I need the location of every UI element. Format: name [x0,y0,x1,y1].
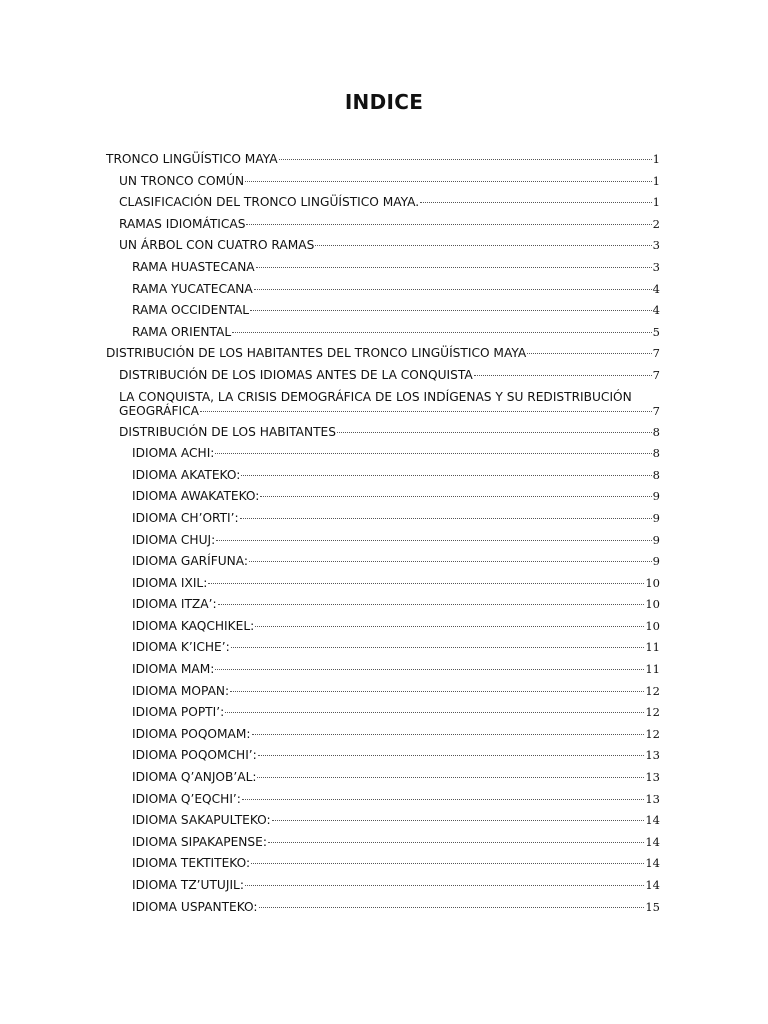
toc-entry-page: 9 [652,554,660,569]
toc-entry-page: 9 [652,489,660,504]
toc-entry-page: 1 [652,173,660,188]
table-of-contents [106,152,660,921]
toc-entry[interactable] [106,576,660,598]
toc-entry-text: RAMA ORIENTAL [132,324,232,339]
toc-entry[interactable] [106,619,660,641]
toc-entry-text: DISTRIBUCIÓN DE LOS HABITANTES [119,424,336,439]
toc-entry-page: 1 [652,195,660,210]
toc-entry[interactable] [106,325,660,347]
toc-entry-page: 10 [645,618,660,633]
dot-leader [200,411,652,412]
toc-entry[interactable] [106,446,660,468]
dot-leader [208,583,644,584]
dot-leader [252,734,645,735]
dot-leader [254,289,652,290]
toc-entry-page: 12 [645,705,660,720]
toc-entry[interactable] [106,878,660,900]
toc-entry-text: IDIOMA SIPAKAPENSE: [132,834,267,849]
toc-entry-page: 14 [645,878,660,892]
dot-leader [215,669,644,670]
toc-entry-page: 10 [645,575,660,590]
toc-entry[interactable] [106,900,660,922]
toc-entry-page: 14 [645,856,660,871]
toc-entry-page: 7 [652,367,660,382]
dot-leader [420,202,652,203]
toc-entry-page: 9 [652,532,660,547]
toc-entry[interactable] [106,489,660,511]
toc-entry-page: 11 [645,662,660,677]
toc-entry[interactable] [106,705,660,727]
toc-entry-text: RAMA HUASTECANA [132,259,255,274]
dot-leader [258,755,645,756]
toc-entry-page: 8 [652,446,660,461]
dot-leader [245,181,652,182]
toc-entry[interactable] [106,748,660,770]
toc-entry[interactable] [106,174,660,196]
toc-entry[interactable] [106,282,660,304]
toc-entry-page: 7 [652,346,660,361]
toc-entry[interactable] [106,468,660,490]
toc-entry-text: LA CONQUISTA, LA CRISIS DEMOGRÁFICA DE LOS INDÍGENAS Y SU REDISTRIBUCIÓN [119,389,632,404]
dot-leader [225,712,644,713]
dot-leader [474,375,652,376]
dot-leader [232,332,652,333]
toc-entry-page: 9 [652,510,660,525]
toc-entry-page: 5 [652,324,660,339]
dot-leader [245,885,644,886]
toc-entry-text: IDIOMA MAM: [132,662,215,677]
dot-leader [240,518,652,519]
toc-entry[interactable] [106,856,660,878]
dot-leader [279,159,652,160]
toc-entry[interactable] [106,152,660,174]
toc-entry[interactable] [106,684,660,706]
dot-leader [272,820,645,821]
dot-leader [259,907,645,908]
toc-entry-page: 3 [652,259,660,274]
toc-entry-text: IDIOMA GARÍFUNA: [132,554,249,569]
toc-entry[interactable] [106,303,660,325]
toc-entry-text: IDIOMA MOPAN: [132,683,230,698]
toc-entry[interactable] [106,390,660,425]
toc-entry-text: IDIOMA ACHI: [132,446,215,461]
toc-entry-text: IDIOMA CH’ORTI’: [132,510,239,525]
toc-entry-text: IDIOMA Q’ANJOB’AL: [132,770,257,785]
dot-leader [241,475,651,476]
toc-entry[interactable] [106,368,660,390]
toc-entry[interactable] [106,425,660,447]
toc-entry-text: IDIOMA IXIL: [132,575,208,590]
toc-entry[interactable] [106,770,660,792]
dot-leader [268,842,644,843]
toc-entry-page: 11 [645,640,660,655]
dot-leader [337,432,652,433]
dot-leader [527,353,651,354]
toc-entry-text: IDIOMA Q’EQCHI’: [132,791,241,806]
dot-leader [246,224,651,225]
toc-entry[interactable] [106,597,660,619]
toc-entry[interactable] [106,238,660,260]
toc-entry-text: IDIOMA POPTI’: [132,705,225,720]
toc-entry[interactable] [106,727,660,749]
toc-entry-page: 12 [645,726,660,741]
toc-entry-text: IDIOMA AWAKATEKO: [132,489,260,504]
toc-entry-page: 13 [645,748,660,763]
dot-leader [231,647,645,648]
toc-entry-page: 3 [652,238,660,253]
toc-entry[interactable] [106,533,660,555]
dot-leader [260,496,651,497]
dot-leader [230,691,644,692]
dot-leader [257,777,644,778]
toc-entry[interactable] [106,640,660,662]
toc-entry-page: 1 [652,152,660,166]
toc-entry-text: RAMA YUCATECANA [132,281,253,296]
toc-entry-text: CLASIFICACIÓN DEL TRONCO LINGÜÍSTICO MAYA. [119,195,420,210]
toc-entry-text: IDIOMA USPANTEKO: [132,899,258,914]
toc-entry-text: IDIOMA SAKAPULTEKO: [132,813,271,828]
toc-entry-page: 12 [645,683,660,698]
toc-entry-page: 4 [652,281,660,296]
dot-leader [251,863,644,864]
toc-entry-text: IDIOMA TEKTITEKO: [132,856,251,871]
toc-entry-page: 13 [645,770,660,785]
toc-entry[interactable] [106,835,660,857]
toc-entry-text: DISTRIBUCIÓN DE LOS HABITANTES DEL TRONCO LINGÜÍSTICO MAYA [106,346,527,361]
toc-entry[interactable] [106,195,660,217]
toc-entry-text: IDIOMA AKATEKO: [132,467,241,482]
toc-entry-text: RAMA OCCIDENTAL [132,303,250,318]
toc-entry-page: 14 [645,834,660,849]
toc-entry-text: UN TRONCO COMÚN [119,173,245,188]
dot-leader [216,540,651,541]
toc-entry-page: 14 [645,813,660,828]
toc-entry-text: IDIOMA CHUJ: [132,532,216,547]
toc-entry[interactable] [106,792,660,814]
toc-entry[interactable] [106,813,660,835]
toc-entry[interactable] [106,346,660,368]
toc-entry-text: IDIOMA KAQCHIKEL: [132,618,255,633]
toc-entry-page: 13 [645,791,660,806]
dot-leader [250,310,652,311]
dot-leader [249,561,652,562]
toc-entry-text: TRONCO LINGÜÍSTICO MAYA [106,152,278,166]
toc-entry-text: RAMAS IDIOMÁTICAS [119,216,246,231]
toc-entry-text: IDIOMA ITZA’: [132,597,217,612]
dot-leader [315,245,651,246]
toc-entry-text: IDIOMA K’ICHE’: [132,640,230,655]
toc-entry-page: 15 [645,899,660,914]
dot-leader [218,604,645,605]
toc-entry-page: 8 [652,424,660,439]
toc-entry[interactable] [106,217,660,239]
dot-leader [242,799,644,800]
toc-entry-text: DISTRIBUCIÓN DE LOS IDIOMAS ANTES DE LA CONQUISTA [119,367,473,382]
toc-entry-page: 10 [645,597,660,612]
toc-entry[interactable] [106,511,660,533]
dot-leader [215,453,651,454]
toc-entry[interactable] [106,662,660,684]
toc-entry-page: 2 [652,216,660,231]
toc-entry-text: IDIOMA POQOMAM: [132,726,251,741]
page-title: INDICE [344,90,424,114]
toc-entry-page: 8 [652,467,660,482]
toc-entry[interactable] [106,260,660,282]
toc-entry[interactable] [106,554,660,576]
dot-leader [256,267,652,268]
toc-entry-page: 7 [652,403,660,418]
toc-entry-text-continued: GEOGRÁFICA [119,403,199,418]
toc-entry-text: UN ÁRBOL CON CUATRO RAMAS [119,238,315,253]
toc-entry-text: IDIOMA POQOMCHI’: [132,748,257,763]
dot-leader [255,626,644,627]
toc-entry-text: IDIOMA TZ’UTUJIL: [132,878,244,892]
toc-entry-page: 4 [652,303,660,318]
